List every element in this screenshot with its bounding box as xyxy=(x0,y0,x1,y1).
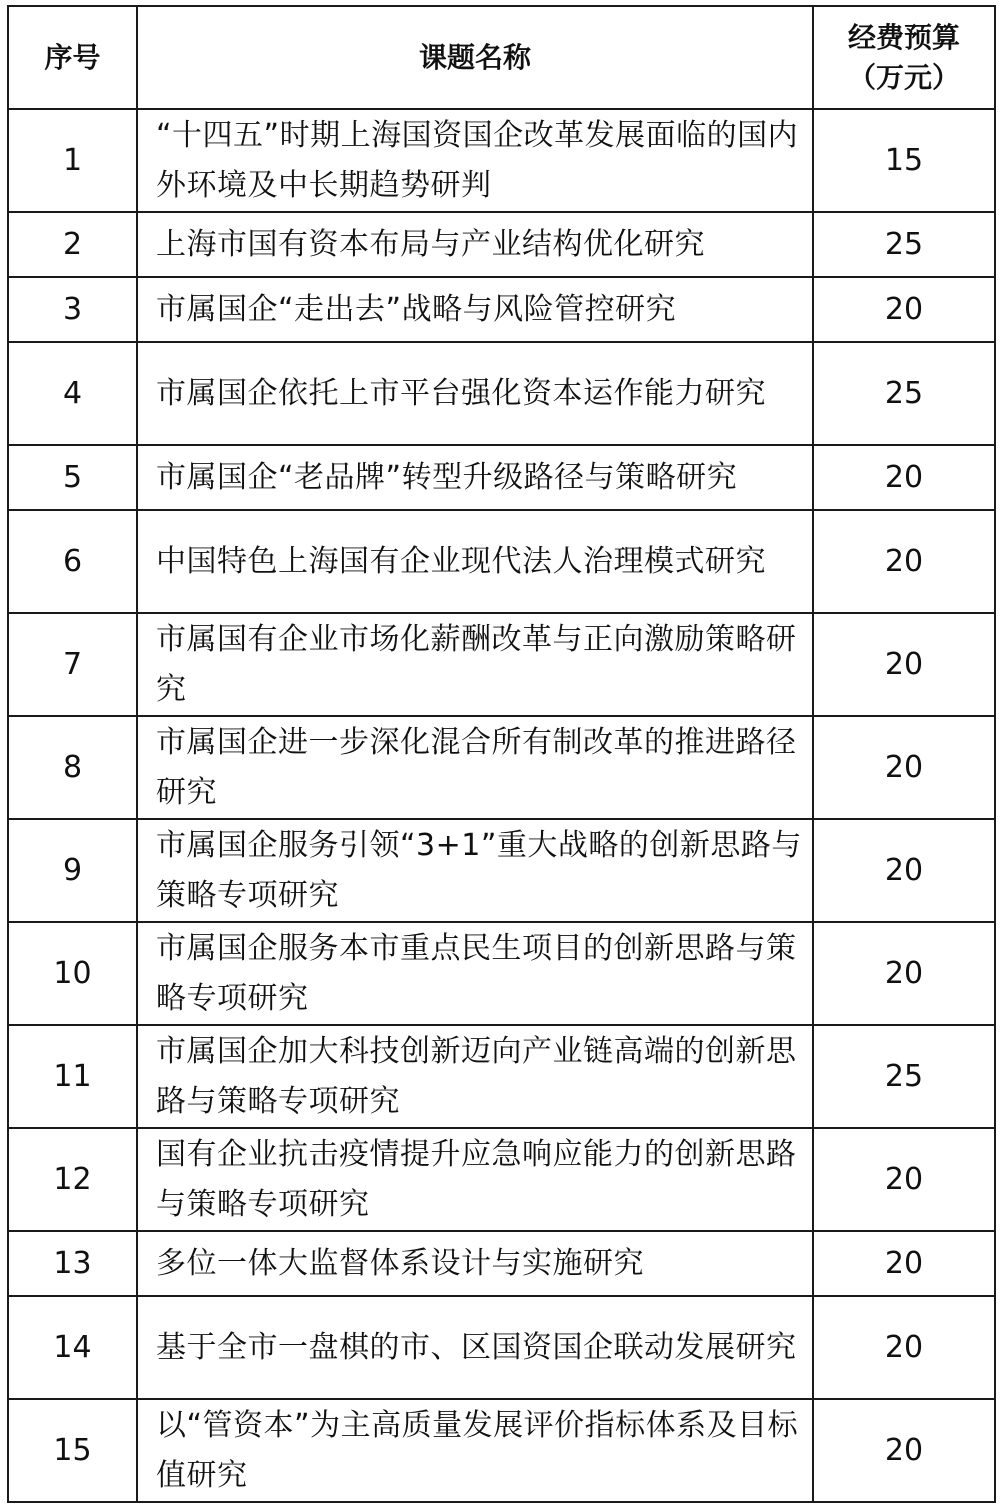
header-title: 课题名称 xyxy=(137,6,813,109)
row-title: “十四五”时期上海国资国企改革发展面临的国内外环境及中长期趋势研判 xyxy=(137,109,813,212)
row-title: 市属国企加大科技创新迈向产业链高端的创新思路与策略专项研究 xyxy=(137,1025,813,1128)
row-title: 市属国企“走出去”战略与风险管控研究 xyxy=(137,277,813,342)
row-title: 上海市国有资本布局与产业结构优化研究 xyxy=(137,212,813,277)
row-num: 11 xyxy=(8,1025,137,1128)
table-row xyxy=(8,510,995,613)
header-budget-line1: 经费预算 xyxy=(847,20,960,54)
row-title: 市属国企依托上市平台强化资本运作能力研究 xyxy=(137,342,813,445)
row-title: 市属国企服务引领“3+1”重大战略的创新思路与策略专项研究 xyxy=(137,819,813,922)
row-num: 9 xyxy=(8,819,137,922)
table-row xyxy=(8,613,995,716)
row-title: 以“管资本”为主高质量发展评价指标体系及目标值研究 xyxy=(137,1399,813,1502)
row-budget: 20 xyxy=(813,1231,995,1296)
row-budget: 25 xyxy=(813,342,995,445)
row-budget: 20 xyxy=(813,1399,995,1502)
table-row xyxy=(8,1231,995,1296)
table-row xyxy=(8,342,995,445)
table-row xyxy=(8,1025,995,1128)
row-budget: 20 xyxy=(813,445,995,510)
table-row xyxy=(8,1296,995,1399)
table-row xyxy=(8,109,995,212)
row-title: 市属国企服务本市重点民生项目的创新思路与策略专项研究 xyxy=(137,922,813,1025)
table-row xyxy=(8,819,995,922)
row-budget: 20 xyxy=(813,613,995,716)
row-budget: 20 xyxy=(813,277,995,342)
table-row xyxy=(8,716,995,819)
table-row xyxy=(8,445,995,510)
row-num: 14 xyxy=(8,1296,137,1399)
header-num: 序号 xyxy=(8,6,137,109)
row-num: 12 xyxy=(8,1128,137,1231)
row-budget: 25 xyxy=(813,212,995,277)
table-row xyxy=(8,922,995,1025)
row-title: 中国特色上海国有企业现代法人治理模式研究 xyxy=(137,510,813,613)
row-num: 8 xyxy=(8,716,137,819)
row-budget: 20 xyxy=(813,922,995,1025)
header-budget xyxy=(813,6,995,109)
row-budget: 20 xyxy=(813,1296,995,1399)
table-row xyxy=(8,1128,995,1231)
row-title: 市属国企“老品牌”转型升级路径与策略研究 xyxy=(137,445,813,510)
row-num: 10 xyxy=(8,922,137,1025)
research-topics-table xyxy=(7,5,996,1503)
table-row xyxy=(8,277,995,342)
table-row xyxy=(8,212,995,277)
row-num: 13 xyxy=(8,1231,137,1296)
row-budget: 15 xyxy=(813,109,995,212)
row-num: 5 xyxy=(8,445,137,510)
row-budget: 20 xyxy=(813,1128,995,1231)
header-budget-line2: （万元） xyxy=(847,60,960,94)
row-num: 7 xyxy=(8,613,137,716)
row-num: 4 xyxy=(8,342,137,445)
row-budget: 20 xyxy=(813,716,995,819)
row-title: 市属国有企业市场化薪酬改革与正向激励策略研究 xyxy=(137,613,813,716)
row-budget: 20 xyxy=(813,510,995,613)
row-title: 多位一体大监督体系设计与实施研究 xyxy=(137,1231,813,1296)
row-budget: 25 xyxy=(813,1025,995,1128)
row-num: 1 xyxy=(8,109,137,212)
table-row xyxy=(8,1399,995,1502)
row-num: 3 xyxy=(8,277,137,342)
row-budget: 20 xyxy=(813,819,995,922)
row-num: 2 xyxy=(8,212,137,277)
header-row xyxy=(8,6,995,109)
row-num: 15 xyxy=(8,1399,137,1502)
row-title: 市属国企进一步深化混合所有制改革的推进路径研究 xyxy=(137,716,813,819)
row-num: 6 xyxy=(8,510,137,613)
row-title: 基于全市一盘棋的市、区国资国企联动发展研究 xyxy=(137,1296,813,1399)
row-title: 国有企业抗击疫情提升应急响应能力的创新思路与策略专项研究 xyxy=(137,1128,813,1231)
